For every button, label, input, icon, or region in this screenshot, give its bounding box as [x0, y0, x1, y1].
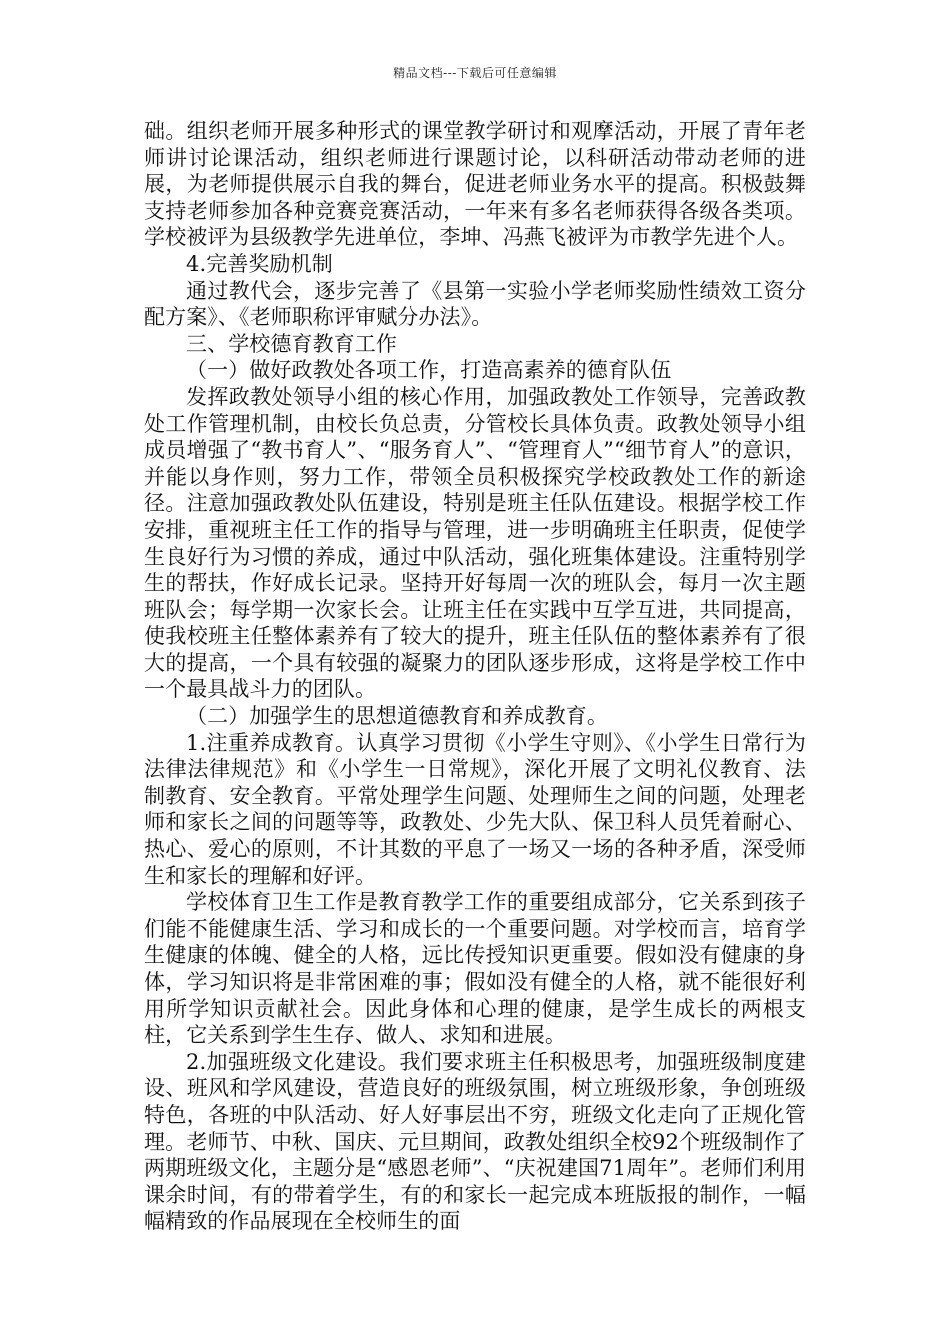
page-header: 精品文档---下载后可任意编辑: [393, 66, 557, 80]
paragraph-sports-health: 学校体育卫生工作是教育教学工作的重要组成部分，它关系到孩子们能不能健康生活、学习和成长的一个重要问题。对学校而言，培育学生健康的体魄、健全的人格，远比传授知识更重要。假如没有健康的身体，学习知识将是非常困难的事；假如没有健全的人格，就不能很好利用所学知识贡献社会。因此身体和心理的健康，是学生成长的两根支柱，它关系到学生生存、做人、求知和进展。: [144, 890, 806, 1048]
subsection-heading-two: （二）加强学生的思想道德教育和养成教育。: [186, 704, 608, 729]
document-body: [144, 118, 806, 1235]
section-heading-moral-education: 三、学校德育教育工作: [186, 331, 397, 356]
paragraph-continued: 础。组织老师开展多种形式的课堂教学研讨和观摩活动，开展了青年老师讲讨论课活动，组织老师进行课题讨论，以科研活动带动老师的进展，为老师提供展示自我的舞台，促进老师业务水平的提高。积极鼓舞支持老师参加各种竞赛竞赛活动，一年来有多名老师获得各级各类项。学校被评为县级教学先进单位，李坤、冯燕飞被评为市教学先进个人。: [144, 119, 806, 250]
paragraph-incentive: 通过教代会，逐步完善了《县第一实验小学老师奖励性绩效工资分配方案》、《老师职称评审赋分办法》。: [144, 278, 806, 330]
paragraph-habit-education: 1.注重养成教育。认真学习贯彻《小学生守则》、《小学生日常行为法律法律规范》和《小学生一日常规》，深化开展了文明礼仪教育、法制教育、安全教育。平常处理学生问题、处理师生之间的问题，处理老师和家长之间的问题等等，政教处、少先大队、保卫科人员凭着耐心、热心、爱心的原则，不计其数的平息了一场又一场的各种矛盾，深受师生和家长的理解和好评。: [144, 730, 806, 888]
subsection-heading-one: （一）做好政教处各项工作，打造高素养的德育队伍: [186, 358, 672, 383]
paragraph-class-culture: 2.加强班级文化建设。我们要求班主任积极思考，加强班级制度建设、班风和学风建设，营造良好的班级氛围，树立班级形象，争创班级特色，各班的中队活动、好人好事层出不穷，班级文化走向了正规化管理。老师节、中秋、国庆、元旦期间，政教处组织全校92个班级制作了两期班级文化，主题分是“感恩老师”、“庆祝建国71周年”。老师们利用课余时间，有的带着学生，有的和家长一起完成本班版报的制作，一幅幅精致的作品展现在全校师生的面: [144, 1049, 806, 1234]
section-heading-incentive: 4.完善奖励机制: [186, 251, 333, 276]
paragraph-political-office: 发挥政教处领导小组的核心作用，加强政教处工作领导，完善政教处工作管理机制，由校长负总责，分管校长具体负责。政教处领导小组成员增强了“教书育人”、“服务育人”、“管理育人”“细节育人”的意识，并能以身作则，努力工作，带领全员积极探究学校政教处工作的新途径。注意加强政教处队伍建设，特别是班主任队伍建设。根据学校工作安排，重视班主任工作的指导与管理，进一步明确班主任职责，促使学生良好行为习惯的养成，通过中队活动，强化班集体建设。注重特别学生的帮扶，作好成长记录。坚持开好每周一次的班队会，每月一次主题班队会；每学期一次家长会。让班主任在实践中互学互进，共同提高，使我校班主任整体素养有了较大的提升，班主任队伍的整体素养有了很大的提高，一个具有较强的凝聚力的团队逐步形成，这将是学校工作中一个最具战斗力的团队。: [144, 384, 806, 702]
